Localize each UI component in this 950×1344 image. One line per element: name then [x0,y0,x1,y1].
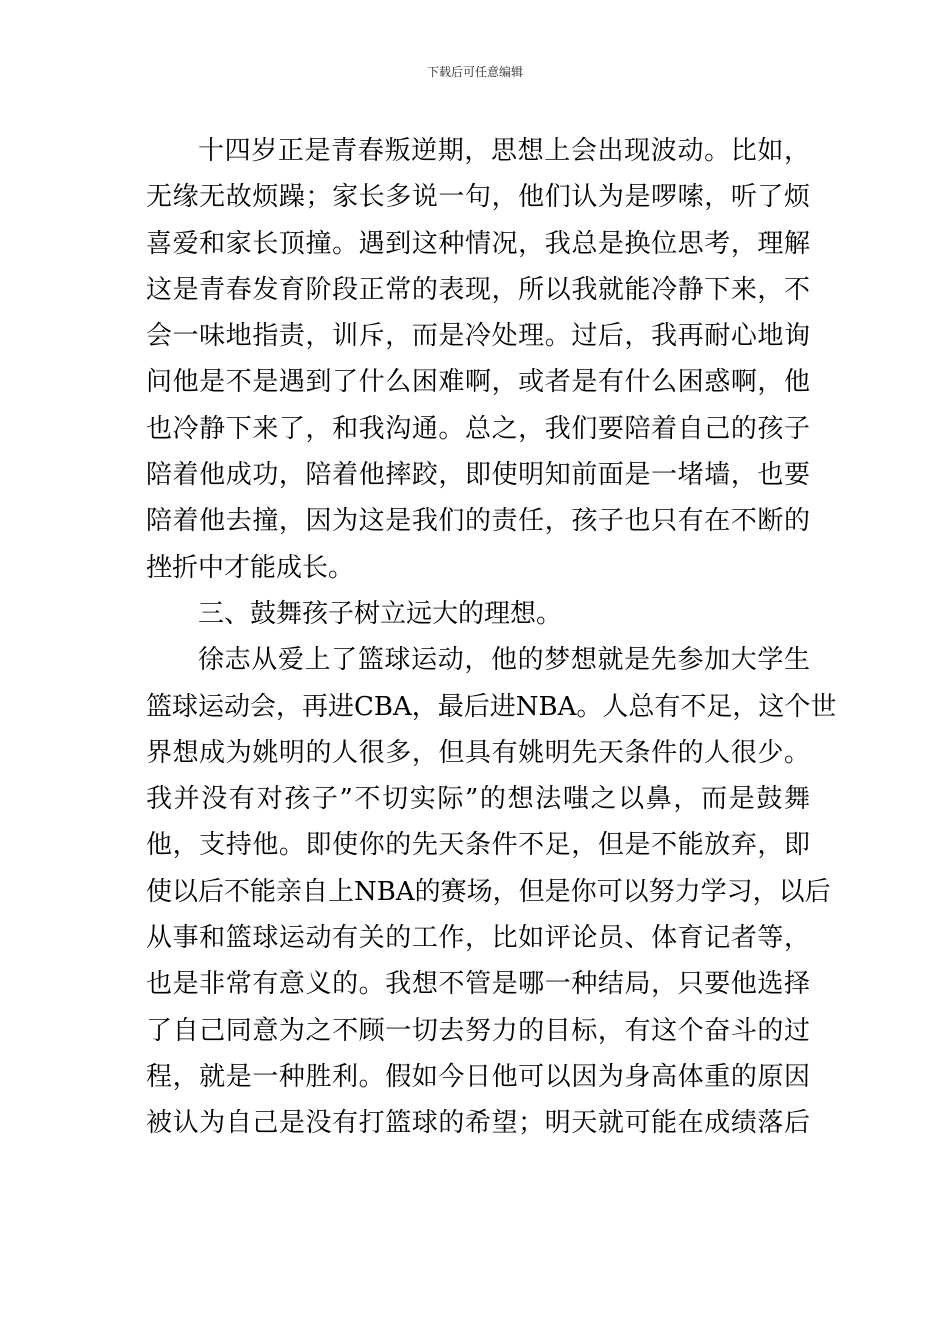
text-line: 我并没有对孩子”不切实际”的想法嗤之以鼻，而是鼓舞 [146,784,810,815]
text-line: 被认为自己是没有打篮球的希望；明天就可能在成绩落后 [146,1108,810,1139]
text-line: 也冷静下来了，和我沟通。总之，我们要陪着自己的孩子 [146,413,810,444]
text-line: 喜爱和家长顶撞。遇到这种情况，我总是换位思考，理解 [146,228,810,259]
text-line: 篮球运动会，再进CBA，最后进NBA。人总有不足，这个世 [146,691,837,722]
text-line: 这是青春发育阶段正常的表现，所以我就能冷静下来，不 [146,274,810,305]
document-body [146,128,837,1147]
text-line: 陪着他成功，陪着他摔跤，即使明知前面是一堵墙，也要 [146,460,810,491]
text-line: 陪着他去撞，因为这是我们的责任，孩子也只有在不断的 [146,506,810,537]
page-header: 下载后可任意编辑 [426,65,523,79]
text-line: 他，支持他。即使你的先天条件不足，但是不能放弃，即 [146,830,810,861]
text-line: 徐志从爱上了篮球运动，他的梦想就是先参加大学生 [198,645,810,676]
text-line: 了自己同意为之不顾一切去努力的目标，有这个奋斗的过 [146,1015,810,1046]
text-line: 也是非常有意义的。我想不管是哪一种结局，只要他选择 [146,969,810,1000]
text-line: 十四岁正是青春叛逆期，思想上会出现波动。比如， [198,136,810,166]
text-line: 程，就是一种胜利。假如今日他可以因为身高体重的原因 [146,1061,810,1092]
text-line: 无缘无故烦躁；家长多说一句，他们认为是啰嗦，听了烦 [146,182,810,213]
text-line: 界想成为姚明的人很多，但具有姚明先天条件的人很少。 [146,737,810,768]
section-heading: 三、鼓舞孩子树立远大的理想。 [198,598,563,629]
text-line: 问他是不是遇到了什么困难啊，或者是有什么困惑啊，他 [146,367,810,398]
text-line: 使以后不能亲自上NBA的赛场，但是你可以努力学习，以后 [146,876,831,907]
text-line: 从事和篮球运动有关的工作，比如评论员、体育记者等， [146,923,810,954]
text-line: 挫折中才能成长。 [146,552,355,583]
text-line: 会一味地指责，训斥，而是冷处理。过后，我再耐心地询 [146,321,810,352]
